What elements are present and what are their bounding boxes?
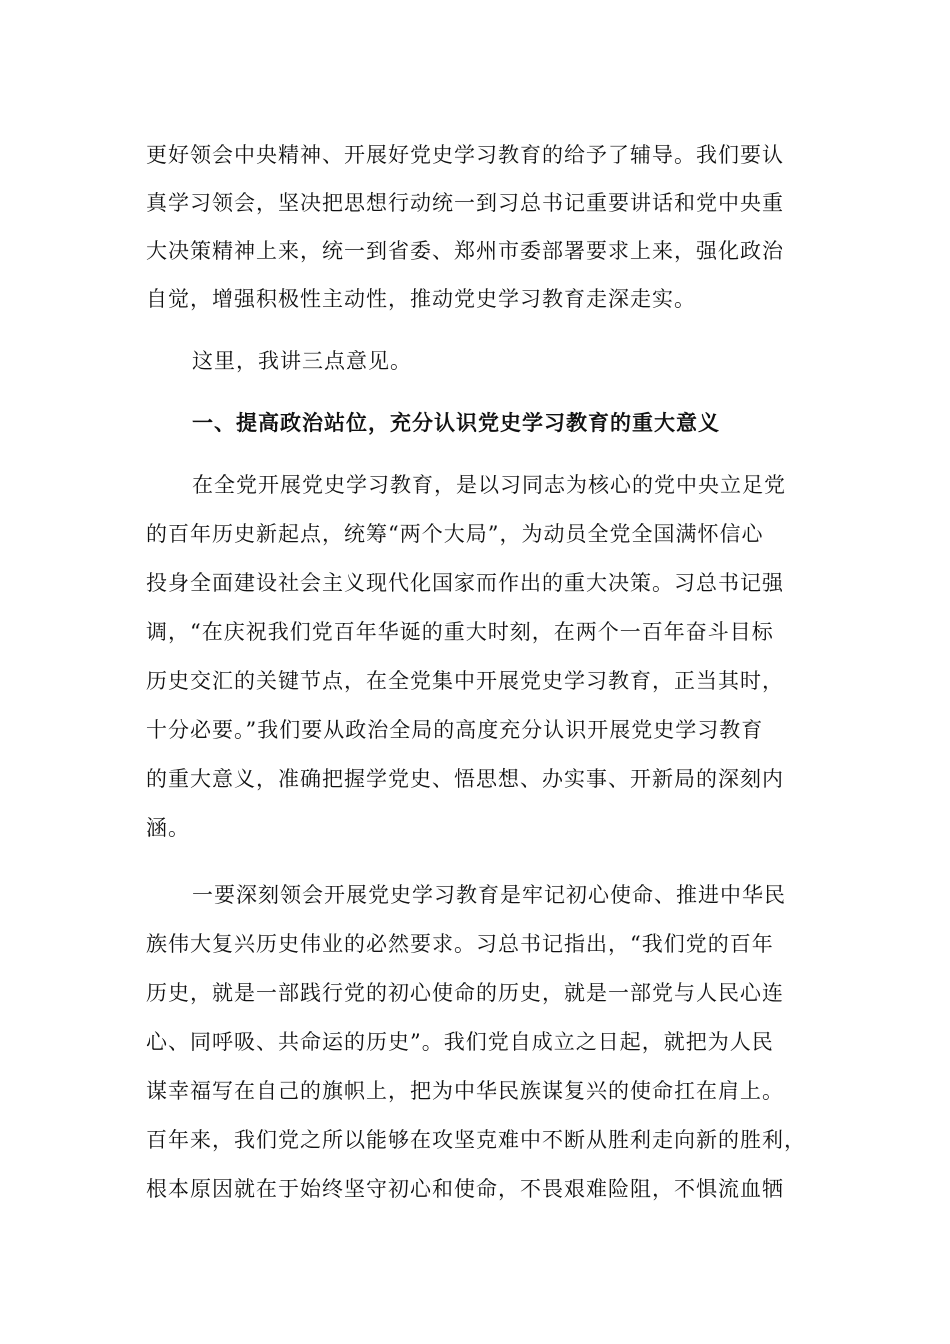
- paragraph-line: 涵。: [146, 816, 190, 840]
- paragraph-line: 历史交汇的关键节点，在全党集中开展党史学习教育，正当其时，: [146, 669, 784, 693]
- paragraph-line: 大决策精神上来，统一到省委、郑州市委部署要求上来，强化政治: [146, 239, 784, 263]
- paragraph-line: 心、同呼吸、共命运的历史”。我们党自成立之日起，就把为人民: [146, 1030, 774, 1054]
- paragraph-line: 这里，我讲三点意见。: [192, 349, 412, 373]
- paragraph-line: 自觉，增强积极性主动性，推动党史学习教育走深走实。: [146, 287, 696, 311]
- paragraph-line: 谋幸福写在自己的旗帜上，把为中华民族谋复兴的使命扛在肩上。: [146, 1079, 784, 1103]
- paragraph-line: 投身全面建设社会主义现代化国家而作出的重大决策。习总书记强: [146, 571, 784, 595]
- section-heading: 一、提高政治站位，充分认识党史学习教育的重大意义: [192, 410, 720, 435]
- paragraph-line: 调，“在庆祝我们党百年华诞的重大时刻，在两个一百年奋斗目标: [146, 620, 774, 644]
- paragraph-line: 十分必要。”我们要从政治全局的高度充分认识开展党史学习教育: [146, 718, 764, 742]
- paragraph-line: 百年来，我们党之所以能够在攻坚克难中不断从胜利走向新的胜利，: [146, 1128, 806, 1152]
- paragraph-line: 在全党开展党史学习教育，是以习同志为核心的党中央立足党: [192, 473, 786, 497]
- paragraph-line: 的重大意义，准确把握学党史、悟思想、办实事、开新局的深刻内: [146, 767, 784, 791]
- paragraph-line: 的百年历史新起点，统筹“两个大局”，为动员全党全国满怀信心: [146, 522, 764, 546]
- paragraph-line: 更好领会中央精神、开展好党史学习教育的给予了辅导。我们要认: [146, 143, 784, 167]
- paragraph-line: 一要深刻领会开展党史学习教育是牢记初心使命、推进中华民: [192, 883, 786, 907]
- paragraph-line: 真学习领会，坚决把思想行动统一到习总书记重要讲话和党中央重: [146, 191, 784, 215]
- paragraph-line: 族伟大复兴历史伟业的必然要求。习总书记指出，“我们党的百年: [146, 932, 774, 956]
- paragraph-line: 根本原因就在于始终坚守初心和使命，不畏艰难险阻，不惧流血牺: [146, 1177, 784, 1201]
- paragraph-line: 历史，就是一部践行党的初心使命的历史，就是一部党与人民心连: [146, 981, 784, 1005]
